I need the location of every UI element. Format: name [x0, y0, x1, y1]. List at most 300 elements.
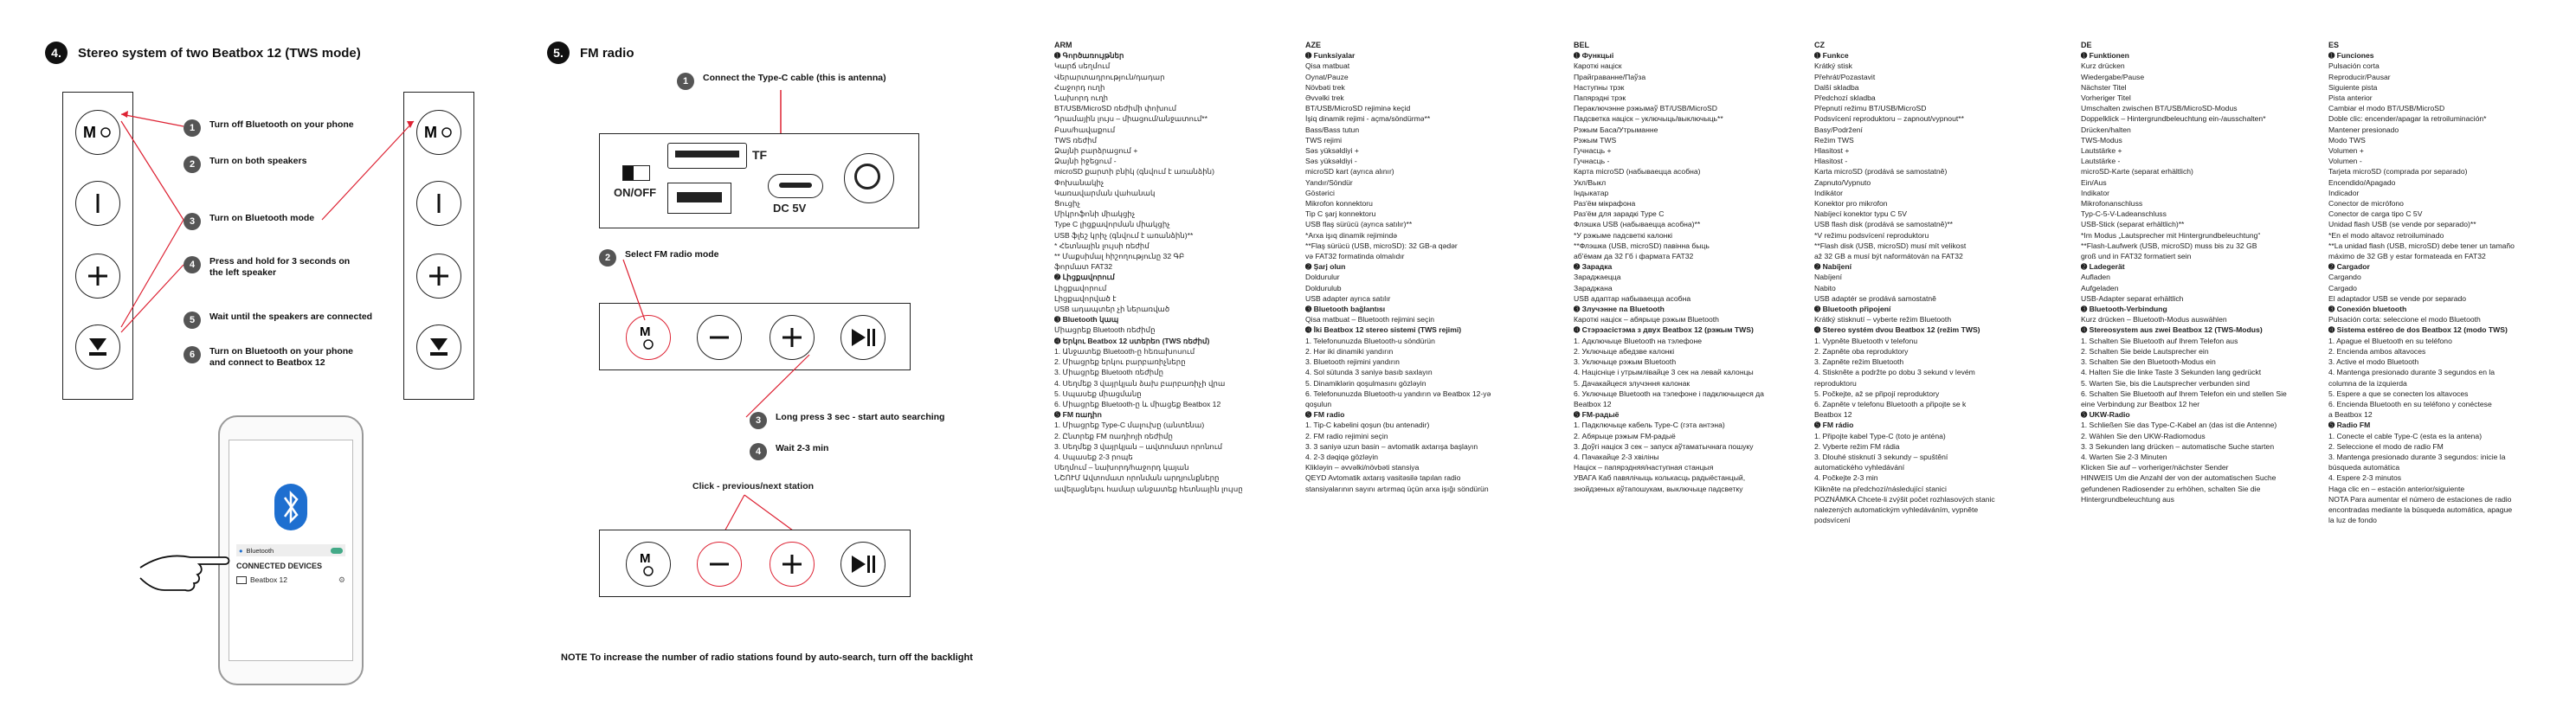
power-switch[interactable]: [622, 165, 650, 181]
bluetooth-setting-row[interactable]: ● Bluetooth: [236, 544, 345, 556]
section-heading-line: ➎ FM radio: [1305, 410, 1345, 420]
text-line: Nabito: [1814, 283, 1836, 292]
text-line: Typ-C-5-V-Ladeanschluss: [2081, 209, 2167, 219]
section-heading-line: ➍ Sistema estéreo de dos Beatbox 12 (modo TWS): [2328, 325, 2508, 335]
text-line: qoşulun: [1305, 399, 1332, 408]
text-line: 2. Vyberte režim FM rádia: [1814, 441, 1900, 451]
text-line: Zapnuto/Vypnuto: [1814, 177, 1871, 187]
text-line: 2. Միացրեք երկու բարբառիչները: [1054, 357, 1186, 367]
language-column-aze: [1305, 40, 1567, 494]
text-line: a Beatbox 12: [2328, 410, 2373, 420]
text-line: Կառավարման վահանակ: [1054, 188, 1156, 197]
text-line: BT/USB/MicroSD rejiminə keçid: [1305, 104, 1411, 113]
text-line: 3. 3 Sekunden lang drücken – automatische Suche starten: [2081, 441, 2275, 451]
text-line: Doldurulur: [1305, 273, 1340, 282]
section-heading-line: ➊ Функцыі: [1574, 51, 1614, 61]
text-line: Krátký stisk: [1814, 61, 1852, 71]
text-line: Tip C şarj konnektoru: [1305, 209, 1376, 219]
section-heading-line: ➌ Bluetooth կապ: [1054, 315, 1119, 324]
text-line: Type C լիցքավորման միակցիչ: [1054, 220, 1170, 229]
text-line: Рэжым TWS: [1574, 135, 1617, 145]
bluetooth-logo-icon: [274, 484, 307, 530]
text-line: Klikləyin – əvvəlki/növbəti stansiya: [1305, 463, 1420, 472]
text-line: Conector de carga tipo C 5V: [2328, 209, 2423, 219]
text-line: 4. Пачакайце 2-3 хвіліны: [1574, 452, 1659, 461]
section-heading-line: ➎ FM rádio: [1814, 421, 1854, 430]
text-line: až 32 GB a musí být naformátován na FAT32: [1814, 252, 1963, 261]
text-line: USB adaptér se prodává samostatně: [1814, 293, 1936, 303]
text-line: аб'ёмам да 32 Гб і фармата FAT32: [1574, 252, 1694, 261]
text-line: Раз'ём мікрафона: [1574, 199, 1636, 209]
text-line: Націск – папярэдняя/наступная станцыя: [1574, 463, 1714, 472]
text-line: 1. Apague el Bluetooth en su teléfono: [2328, 336, 2452, 345]
text-line: 6. Уключыце Bluetooth на тэлефоне і падключыцеся да: [1574, 389, 1764, 398]
text-line: Haga clic en – estación anterior/siguiente: [2328, 484, 2465, 493]
text-line: Konektor pro mikrofon: [1814, 199, 1888, 209]
text-line: 2. Абярыце рэжым FM-радыё: [1574, 431, 1676, 440]
section-title: FM radio: [580, 45, 634, 61]
bluetooth-toggle[interactable]: [331, 548, 343, 554]
text-line: 2. Zapněte oba reproduktory: [1814, 346, 1909, 356]
text-line: Cargado: [2328, 283, 2357, 292]
tf-label: TF: [752, 148, 768, 162]
text-line: TWS rejimi: [1305, 135, 1343, 145]
text-line: Modo TWS: [2328, 135, 2366, 145]
text-line: microSD-Karte (separat erhältlich): [2081, 167, 2193, 177]
text-line: 5. Espere a que se conecten los altavoces: [2328, 389, 2469, 398]
text-line: 3. Սեղմեք 3 վայրկյան – ավտոմատ որոնում: [1054, 441, 1223, 451]
section-heading-line: ➊ Funksiyalar: [1305, 51, 1356, 61]
onoff-label: ON/OFF: [614, 186, 657, 199]
text-line: Předchozí skladba: [1814, 93, 1876, 103]
text-line: 6. Schalten Sie Bluetooth auf Ihrem Telefon ein und stellen Sie: [2081, 389, 2287, 398]
text-line: 3. Zapněte režim Bluetooth: [1814, 357, 1904, 367]
text-line: Միկրոֆոնի միակցիչ: [1054, 209, 1136, 219]
text-line: Վերարտադրություն/դադար: [1054, 72, 1165, 81]
aux-jack[interactable]: [844, 153, 894, 203]
text-line: 1. Tip-C kabelini qoşun (bu antenadir): [1305, 421, 1430, 430]
tws-step-4: 4 Press and hold for 3 seconds on the left speaker: [184, 256, 357, 279]
text-line: Beatbox 12: [1574, 399, 1612, 408]
text-line: Siguiente pista: [2328, 82, 2378, 92]
phone-screen: [229, 440, 353, 661]
text-line: Reproducir/Pausar: [2328, 72, 2391, 81]
text-line: Кароткі націск – абярыце рэжым Bluetooth: [1574, 315, 1719, 324]
text-line: Cambiar el modo BT/USB/MicroSD: [2328, 104, 2445, 113]
text-line: ** Մաքսիմալ հիշողությունը 32 ԳԲ: [1054, 252, 1185, 261]
text-line: 3. Доўгі націск 3 сек – запуск аўтаматычнага пошуку: [1574, 441, 1754, 451]
text-line: Kurz drücken: [2081, 61, 2125, 71]
section-heading-line: ➊ Funciones: [2328, 51, 2374, 61]
fm-note: NOTE To increase the number of radio stations found by auto-search, turn off the backlight: [561, 652, 973, 663]
text-line: **Flaş sürücü (USB, microSD): 32 GB-a qədər: [1305, 241, 1458, 250]
language-column-arm: [1054, 40, 1298, 494]
text-line: *Arxa işıq dinamik rejimində: [1305, 230, 1398, 240]
bluetooth-small-icon: ●: [239, 546, 243, 555]
text-line: microSD քարտի բնիկ (գնվում է առանձին): [1054, 167, 1214, 177]
text-line: *У рэжыме падсветкі калонкі: [1574, 230, 1673, 240]
text-line: Прайграванне/Паўза: [1574, 72, 1646, 81]
text-line: Vorheriger Titel: [2081, 93, 2131, 103]
text-line: 4. Սեղմեք 3 վայրկյան ձախ բարբառիչի վրա: [1054, 378, 1226, 388]
text-line: gefundenen Radiosender zu erhöhen, schalten Sie die: [2081, 484, 2261, 493]
connected-device-row[interactable]: Beatbox 12 ⚙: [236, 574, 345, 586]
text-line: reproduktoru: [1814, 378, 1857, 388]
text-line: 2. Encienda ambos altavoces: [2328, 346, 2426, 356]
text-line: 3. Bluetooth rejimini yandırın: [1305, 357, 1400, 367]
text-line: 2. Hər iki dinamiki yandırın: [1305, 346, 1394, 356]
text-line: stansiyalarının sayını artırmaq üçün arxa işığı söndürün: [1305, 484, 1489, 493]
fm-step-4: 4 Wait 2-3 min: [750, 443, 828, 460]
text-line: Přepnutí režimu BT/USB/MicroSD: [1814, 104, 1927, 113]
text-line: Pulsación corta: seleccione el modo Bluetooth: [2328, 315, 2481, 324]
language-column-bel: [1574, 40, 1807, 494]
text-line: 2. Schalten Sie beide Lautsprecher ein: [2081, 346, 2209, 356]
text-line: Unidad flash USB (se vende por separado)**: [2328, 220, 2476, 229]
text-line: Podsvícení reproduktoru – zapnout/vypnout**: [1814, 114, 1964, 124]
text-line: 1. Անջատեք Bluetooth-ը հեռախոսում: [1054, 346, 1195, 356]
text-line: Přehrát/Pozastavit: [1814, 72, 1876, 81]
text-line: Раз'ём для зарадкі Type C: [1574, 209, 1665, 219]
language-column-de: [2081, 40, 2323, 504]
text-line: Lautstärke -: [2081, 157, 2121, 166]
text-line: USB ֆլեշ կրիչ (գնվում է առանձին)**: [1054, 230, 1194, 240]
text-line: Բաս/հավաքում: [1054, 125, 1116, 134]
text-line: Növbəti trek: [1305, 82, 1345, 92]
text-line: Qisa matbuat: [1305, 61, 1350, 71]
text-line: Hintergrundbeleuchtung aus: [2081, 494, 2174, 504]
text-line: Ձայնի բարձրացում +: [1054, 146, 1138, 156]
text-line: 3. Schalten Sie den Bluetooth-Modus ein: [2081, 357, 2216, 367]
text-line: NOTA Para aumentar el número de estaciones de radio: [2328, 494, 2512, 504]
text-line: microSD kart (ayrıca alınır): [1305, 167, 1394, 177]
text-line: Папярэдні трэк: [1574, 93, 1626, 103]
text-line: Volumen -: [2328, 157, 2362, 166]
text-line: Пераключэнне рэжымаў BT/USB/MicroSD: [1574, 104, 1717, 113]
text-line: Укл/Выкл: [1574, 177, 1607, 187]
text-line: Doldurulub: [1305, 283, 1342, 292]
text-line: **La unidad flash (USB, microSD) debe tener un tamaño: [2328, 241, 2515, 250]
text-line: 3. Միացրեք Bluetooth ռեժիմը: [1054, 368, 1164, 377]
section-heading-line: ➍ Երկու Beatbox 12 ստերեո (TWS ռեժիմ): [1054, 336, 1210, 345]
text-line: ֆորմատ FAT32: [1054, 262, 1113, 272]
text-line: Hlasitost +: [1814, 146, 1850, 156]
svg-text:M: M: [424, 124, 437, 141]
text-line: Klicken Sie auf – vorheriger/nächster Sender: [2081, 463, 2229, 472]
text-line: Göstərici: [1305, 188, 1335, 197]
text-line: Hlasitost -: [1814, 157, 1848, 166]
section-heading-line: ➌ Bluetooth připojení: [1814, 305, 1891, 314]
text-line: Encendido/Apagado: [2328, 177, 2396, 187]
text-line: la luz de fondo: [2328, 516, 2377, 525]
section-heading-line: ➍ Стэрэасістэма з двух Beatbox 12 (рэжым TWS): [1574, 325, 1754, 335]
text-line: 4. Počkejte 2-3 min: [1814, 473, 1878, 483]
text-line: Լիցքավորված է: [1054, 293, 1117, 303]
text-line: 1. Telefonunuzda Bluetooth-u söndürün: [1305, 336, 1435, 345]
speaker-device-icon: [236, 576, 247, 584]
text-line: Кароткі націск: [1574, 61, 1622, 71]
text-line: Bass/Bass tutun: [1305, 125, 1360, 134]
section-heading-line: ➎ UKW-Radio: [2081, 410, 2130, 420]
dc-5v-port[interactable]: [768, 174, 823, 198]
text-line: Karta microSD (prodává se samostatně): [1814, 167, 1948, 177]
text-line: Səs yüksəldiyi +: [1305, 146, 1359, 156]
fm-step-2: 2 Select FM radio mode: [599, 249, 719, 267]
text-line: УВАГА Каб павялічыць колькасць радыёстанцый,: [1574, 473, 1746, 483]
section-heading-line: ➋ Şarj olun: [1305, 262, 1346, 272]
text-line: 3. Mantenga presionado durante 3 segundos: inicie la: [2328, 452, 2506, 461]
section-heading-line: ➋ Зарадка: [1574, 262, 1613, 272]
text-line: Карта microSD (набываецца асобна): [1574, 167, 1701, 177]
text-line: Սեղմում – նախորդ/հաջորդ կայան: [1054, 463, 1189, 472]
text-line: Зараджаецца: [1574, 273, 1621, 282]
language-code: BEL: [1574, 41, 1589, 49]
section-heading-line: ➋ Լիցքավորում: [1054, 273, 1115, 282]
text-line: USB ադապտեր չի ներառված: [1054, 305, 1170, 314]
text-line: 5. Дачакайцеся злучэння калонак: [1574, 378, 1690, 388]
text-line: 4. Націсніце і утрымлівайце 3 сек на левай калонцы: [1574, 368, 1754, 377]
section-heading-line: ➎ FM ռադիո: [1054, 410, 1102, 420]
text-line: Beatbox 12: [1814, 410, 1852, 420]
text-line: Aufladen: [2081, 273, 2110, 282]
text-line: Լիցքավորում: [1054, 283, 1107, 292]
text-line: Lautstärke +: [2081, 146, 2122, 156]
text-line: 4. Warten Sie 2-3 Minuten: [2081, 452, 2167, 461]
text-line: Նախորդ ուղի: [1054, 93, 1109, 103]
text-line: ավելացնելու համար անջատեք հետնային լույսը: [1054, 484, 1243, 493]
text-line: 6. Encienda Bluetooth en su teléfono y conéctese: [2328, 399, 2492, 408]
text-line: Indikátor: [1814, 188, 1843, 197]
text-line: 1. Conecte el cable Type-C (esta es la antena): [2328, 431, 2483, 440]
section-heading-line: ➎ FM-радыё: [1574, 410, 1620, 420]
text-line: Aufgeladen: [2081, 283, 2119, 292]
text-line: QEYD Avtomatik axtarış vasitəsilə tapılan radio: [1305, 473, 1461, 483]
text-line: Pulsación corta: [2328, 61, 2380, 71]
text-line: 3. Dlouhé stisknutí 3 sekundy – spuštění: [1814, 452, 1948, 461]
text-line: Əvvəlki trek: [1305, 93, 1344, 103]
text-line: Ցուցիչ: [1054, 199, 1080, 209]
text-line: USB flash disk (prodává se samostatně)**: [1814, 220, 1954, 229]
section-heading-line: ➌ Conexión bluetooth: [2328, 305, 2407, 314]
section-title: Stereo system of two Beatbox 12 (TWS mode): [78, 45, 361, 61]
language-column-cz: [1814, 40, 2074, 525]
text-line: Oynat/Pauze: [1305, 72, 1349, 81]
text-line: 5. Warten Sie, bis die Lautsprecher verbunden sind: [2081, 378, 2251, 388]
text-line: USB flaş sürücü (ayrıca satılır)**: [1305, 220, 1413, 229]
text-line: *Im Modus „Lautsprecher mit Hintergrundbeleuchtung“: [2081, 230, 2261, 240]
text-line: Рэжым Баса/Утрыманне: [1574, 125, 1658, 134]
phone-illustration: [218, 415, 364, 685]
play-pause-icon: [850, 554, 876, 575]
text-line: USB-Adapter separat erhältlich: [2081, 293, 2184, 303]
text-line: 1. Միացրեք Type-C մալուխը (անտենա): [1054, 421, 1205, 430]
text-line: 2. Уключыце абедзве калонкі: [1574, 346, 1675, 356]
text-line: El adaptador USB se vende por separado: [2328, 293, 2467, 303]
section-heading-line: ➌ Bluetooth bağlantısı: [1305, 305, 1386, 314]
text-line: 3. Active el modo Bluetooth: [2328, 357, 2419, 367]
text-line: Yandır/Söndür: [1305, 177, 1353, 187]
usb-port[interactable]: [667, 183, 731, 214]
text-line: Doble clic: encender/apagar la retroiluminación*: [2328, 114, 2487, 124]
text-line: Indikator: [2081, 188, 2109, 197]
switch-knob: [623, 166, 634, 180]
text-line: POZNÁMKA Chcete-li zvýšit počet rozhlasových stanic: [1814, 494, 1995, 504]
text-line: 3. Уключыце рэжым Bluetooth: [1574, 357, 1677, 367]
text-line: USB адаптар набываецца асобна: [1574, 293, 1691, 303]
text-line: groß und in FAT32 formatiert sein: [2081, 252, 2192, 261]
tws-step-3: 3 Turn on Bluetooth mode: [184, 213, 314, 230]
section-heading-line: ➎ Radio FM: [2328, 421, 2371, 430]
section-heading-line: ➍ Stereo systém dvou Beatbox 12 (režim TWS): [1814, 325, 1980, 335]
text-line: İşiq dinamik rejimi - açma/söndürmə**: [1305, 114, 1431, 124]
text-line: Наступны трэк: [1574, 82, 1625, 92]
text-line: 4. Mantenga presionado durante 3 segundos en la: [2328, 368, 2496, 377]
text-line: Միացրեք Bluetooth ռեժիմը: [1054, 325, 1156, 335]
text-line: **Flash disk (USB, microSD) musí mít velikost: [1814, 241, 1967, 250]
text-line: 1. Schließen Sie das Type-C-Kabel an (das ist die Antenne): [2081, 421, 2277, 430]
text-line: 6. Telefonunuzda Bluetooth-u yandırın və Beatbox 12-yə: [1305, 389, 1491, 398]
text-line: Qisa matbuat – Bluetooth rejimini seçin: [1305, 315, 1435, 324]
text-line: *En el modo altavoz retroiluminado: [2328, 230, 2444, 240]
tws-step-6: 6 Turn on Bluetooth on your phone and connect to Beatbox 12: [184, 346, 365, 369]
text-line: TWS-Modus: [2081, 135, 2122, 145]
section-heading-line: ➊ Գործառույթներ: [1054, 51, 1124, 61]
play-pause-button[interactable]: [840, 542, 886, 587]
text-line: Volumen +: [2328, 146, 2364, 156]
text-line: 6. Միացրեք Bluetooth-ը և միացեք Beatbox 12: [1054, 399, 1221, 408]
text-line: Падсветка націск – уключыць/выключыць**: [1574, 114, 1723, 124]
language-code: CZ: [1814, 41, 1825, 49]
next-station-button[interactable]: [770, 542, 815, 587]
section-heading-line: ➌ Bluetooth-Verbindung: [2081, 305, 2167, 314]
text-line: Mikrofon konnektoru: [1305, 199, 1373, 209]
text-line: 4. Espere 2-3 minutos: [2328, 473, 2402, 483]
text-line: 4. Սպասեք 2-3 րոպե: [1054, 452, 1133, 461]
text-line: Гучнасць -: [1574, 157, 1610, 166]
section-heading-line: ➊ Funktionen: [2081, 51, 2129, 61]
plus-icon: [781, 553, 803, 575]
language-code: DE: [2081, 41, 2092, 49]
text-line: Флэшка USB (набываецца асобна)**: [1574, 220, 1701, 229]
text-line: Փոխանակիչ: [1054, 177, 1104, 187]
text-line: HINWEIS Um die Anzahl der von der automatischen Suche: [2081, 473, 2277, 483]
mode-button[interactable]: [626, 542, 671, 587]
fm-step-3: 3 Long press 3 sec - start auto searching: [750, 412, 944, 429]
section-heading-line: ➊ Funkce: [1814, 51, 1849, 61]
tf-card-slot[interactable]: [667, 143, 747, 169]
text-line: Nächster Titel: [2081, 82, 2127, 92]
text-line: automatického vyhledávání: [1814, 463, 1905, 472]
text-line: 6. Zapněte v telefonu Bluetooth a připojte se k: [1814, 399, 1967, 408]
text-line: 1. Vypněte Bluetooth v telefonu: [1814, 336, 1918, 345]
text-line: Nabíjecí konektor typu C 5V: [1814, 209, 1907, 219]
text-line: Krátký stisknutí – vyberte režim Bluetooth: [1814, 315, 1952, 324]
text-line: TWS ռեժիմ: [1054, 135, 1098, 145]
text-line: Drücken/halten: [2081, 125, 2131, 134]
section-heading-line: ➋ Nabíjení: [1814, 262, 1852, 272]
section-heading-line: ➋ Ladegerät: [2081, 262, 2125, 272]
text-line: 1. Připojte kabel Type-C (toto je anténa): [1814, 431, 1946, 440]
text-line: Doppelklick – Hintergrundbeleuchtung ein-/ausschalten*: [2081, 114, 2266, 124]
text-line: Tarjeta microSD (comprada por separado): [2328, 167, 2468, 177]
text-line: 3. 3 saniyə uzun basin – avtomatik axtarışa başlayın: [1305, 441, 1478, 451]
text-line: 5. Dinamiklərin qoşulmasını gözləyin: [1305, 378, 1426, 388]
language-code: ES: [2328, 41, 2340, 49]
mode-m-icon: [635, 549, 661, 579]
text-line: 1. Адключыце Bluetooth на тэлефоне: [1574, 336, 1702, 345]
text-line: Další skladba: [1814, 82, 1859, 92]
section-heading-line: ➍ İki Beatbox 12 stereo sistemi (TWS rejimi): [1305, 325, 1462, 335]
svg-text:M: M: [640, 324, 651, 339]
section-heading-line: ➍ Stereosystem aus zwei Beatbox 12 (TWS-Modus): [2081, 325, 2263, 335]
text-line: máximo de 32 GB y estar formateada en FAT32: [2328, 252, 2486, 261]
text-line: Ձայնի իջեցում -: [1054, 157, 1117, 166]
section-heading-line: ➌ Злучэнне па Bluetooth: [1574, 305, 1665, 314]
text-line: Դրամային լույս – միացում/անջատում**: [1054, 114, 1208, 124]
text-line: 4. Stiskněte a podržte po dobu 3 sekund v levém: [1814, 368, 1975, 377]
text-line: *V režimu podsvícení reproduktoru: [1814, 230, 1929, 240]
text-line: nalezených automatickým vyhledáváním, vypněte: [1814, 504, 1979, 514]
tws-step-5: 5 Wait until the speakers are connected: [184, 312, 372, 329]
pointing-hand-icon: [138, 542, 234, 595]
text-line: Հաջորդ ուղի: [1054, 82, 1105, 92]
svg-text:M: M: [83, 124, 96, 141]
text-line: 4. 2-3 dəqiqə gözləyin: [1305, 452, 1379, 461]
text-line: **Flash-Laufwerk (USB, microSD) muss bis zu 32 GB: [2081, 241, 2257, 250]
text-line: 1. Падключыце кабель Type-C (гэта антэна): [1574, 421, 1725, 430]
section-5-heading: [547, 42, 634, 64]
language-column-es: [2328, 40, 2562, 525]
text-line: Indicador: [2328, 188, 2360, 197]
text-line: 2. Ընտրեք FM ռադիոյի ռեժիմը: [1054, 431, 1173, 440]
dc-5v-label: DC 5V: [773, 202, 807, 215]
text-line: Mantener presionado: [2328, 125, 2399, 134]
language-code: ARM: [1054, 41, 1072, 49]
text-line: podsvícení: [1814, 516, 1851, 525]
text-line: encontradas mediante la búsqueda automática, apague: [2328, 504, 2513, 514]
text-line: 5. Սպասեք միացմանը: [1054, 389, 1142, 398]
text-line: Režim TWS: [1814, 135, 1854, 145]
section-number: 4.: [45, 42, 68, 64]
text-line: columna de la izquierda: [2328, 378, 2407, 388]
text-line: Կարճ սեղմում: [1054, 61, 1111, 71]
device-settings-gear-icon[interactable]: ⚙: [338, 575, 345, 584]
text-line: Ein/Aus: [2081, 177, 2107, 187]
text-line: USB-Stick (separat erhältlich)**: [2081, 220, 2185, 229]
text-line: Pista anterior: [2328, 93, 2373, 103]
text-line: Mikrofonanschluss: [2081, 199, 2143, 209]
text-line: BT/USB/MicroSD ռեժիմի փոխում: [1054, 104, 1177, 113]
minus-icon: [708, 553, 731, 575]
text-line: 2. Wählen Sie den UKW-Radiomodus: [2081, 431, 2206, 440]
svg-text:M: M: [640, 551, 651, 566]
text-line: 4. Halten Sie die linke Taste 3 Sekunden lang gedrückt: [2081, 368, 2262, 377]
back-port-panel: [599, 133, 919, 228]
text-line: USB adapter ayrıca satılır: [1305, 293, 1391, 303]
text-line: Wiedergabe/Pause: [2081, 72, 2145, 81]
text-line: Klikněte na předchozí/následující stanici: [1814, 484, 1947, 493]
text-line: Kurz drücken – Bluetooth-Modus auswählen: [2081, 315, 2227, 324]
text-line: Зараджана: [1574, 283, 1613, 292]
text-line: Basy/Podržení: [1814, 125, 1863, 134]
text-line: Umschalten zwischen BT/USB/MicroSD-Modus: [2081, 104, 2238, 113]
connected-devices-header: CONNECTED DEVICES: [236, 562, 323, 570]
text-line: búsqueda automática: [2328, 463, 2400, 472]
previous-station-button[interactable]: [697, 542, 742, 587]
text-line: знойдзеных аўтапошукам, выключыце падсветку: [1574, 484, 1743, 493]
text-line: 2. Seleccione el modo de radio FM: [2328, 441, 2444, 451]
language-code: AZE: [1305, 41, 1321, 49]
